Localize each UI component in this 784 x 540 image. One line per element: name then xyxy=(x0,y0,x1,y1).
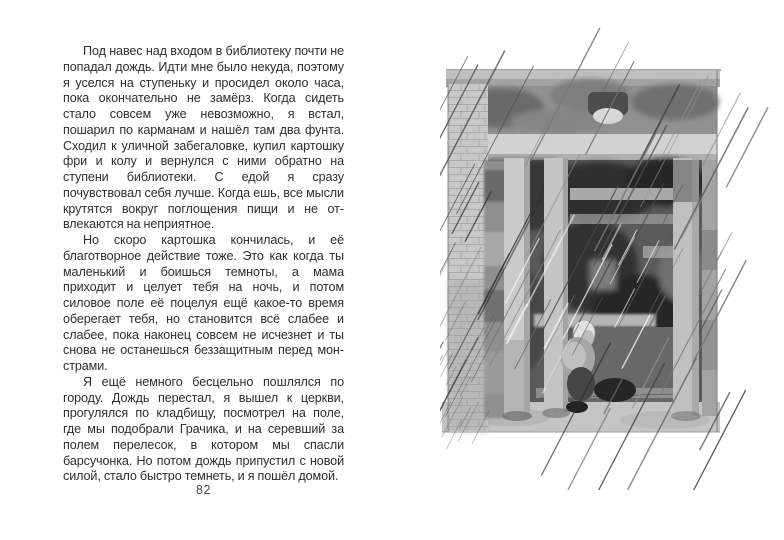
text-block xyxy=(63,44,344,485)
paragraph: Под навес над входом в библиотеку почти не попадал дождь. Идти мне было некуда, поэтому я уселся на ступеньку и просидел около часа, пока окончательно не замёрз. Когда сидеть стало совсем уже невозможно, я встал, пошарил по карманам и нашёл там два фунта. Сходил к уличной забегаловке, купил картошку фри и колу и вернулся с ними обратно на ступени библиотеки. С едой я сразу почувствовал себя лучше. Когда ешь, все мысли крутятся вокруг поглощения пищи и не отвлекаются на неприятное. xyxy=(63,44,344,232)
paragraph: Но скоро картошка кончилась, и её благотворное действие тоже. Это как когда ты маленький и боишься темноты, а мама приходит и целует тебя на ночь, и потом силовое поле её поцелуя ещё какое-то время оберегает тебя, но становится всё слабее и слабее, пока наконец совсем не исчезнет и ты снова не останешься беззащитным перед монстрами. xyxy=(63,233,344,373)
page-number: 82 xyxy=(196,483,211,497)
illustration-svg xyxy=(440,20,770,490)
paragraph: Я ещё немного бесцельно пошлялся по городу. Дождь перестал, я вышел к церкви, прогулялся по кладбищу, посмотрел на поле, где мы подобрали Грачика, и на серевший за полем перелесок, в котором мы спасли барсучонка. Но потом дождь припустил с новой силой, стало быстро темнеть, и я пошёл домой. xyxy=(63,374,344,484)
brick-wall xyxy=(448,84,488,432)
text-column xyxy=(63,44,344,485)
library-illustration xyxy=(440,20,770,490)
